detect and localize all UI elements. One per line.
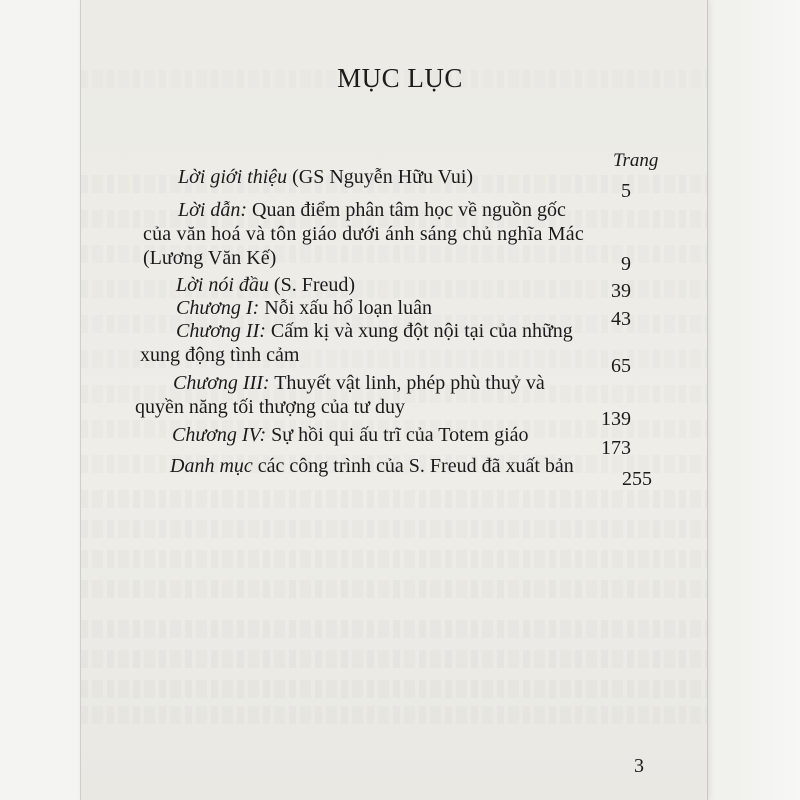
toc-entry-label: Lời dẫn: xyxy=(178,199,248,221)
toc-entry xyxy=(176,320,573,343)
toc-entry xyxy=(176,297,432,320)
toc-entry-label: Chương I: xyxy=(176,297,260,319)
toc-entry-label: Lời nói đầu xyxy=(176,274,269,296)
toc-page-number: 173 xyxy=(601,437,631,459)
show-through-text xyxy=(81,490,707,508)
toc-entry-continuation: quyền năng tối thượng của tư duy xyxy=(135,396,405,418)
page-column-header: Trang xyxy=(613,150,659,171)
toc-entry-text: Nỗi xấu hổ loạn luân xyxy=(259,297,432,319)
toc-entry-text: (GS Nguyễn Hữu Vui) xyxy=(287,166,474,188)
show-through-text xyxy=(81,650,707,668)
toc-entry-text: Quan điểm phân tâm học về nguồn gốc xyxy=(247,199,566,221)
toc-entry-text: Cấm kị và xung đột nội tại của những xyxy=(265,320,573,342)
toc-entry-continuation: của văn hoá và tôn giáo dưới ánh sáng chủ nghĩa Mác xyxy=(143,223,584,245)
toc-entry-text: (S. Freud) xyxy=(268,274,356,296)
toc-entry-label: Danh mục xyxy=(170,455,253,477)
toc-entry xyxy=(178,199,566,222)
toc-entry-label: Chương III: xyxy=(173,372,270,394)
toc-entry-continuation: xung động tình cảm xyxy=(140,344,300,366)
toc-entry xyxy=(173,372,545,395)
show-through-text xyxy=(81,706,707,724)
toc-page-number: 139 xyxy=(601,408,631,430)
toc-page-number: 65 xyxy=(611,355,631,377)
show-through-text xyxy=(81,520,707,538)
toc-page-number: 39 xyxy=(611,280,631,302)
page-number: 3 xyxy=(634,755,644,777)
show-through-text xyxy=(81,680,707,698)
toc-entry-label: Lời giới thiệu xyxy=(178,166,288,188)
toc-page-number: 5 xyxy=(621,180,631,202)
show-through-text xyxy=(81,550,707,568)
toc-entry-text: các công trình của S. Freud đã xuất bản xyxy=(252,455,574,477)
toc-entry xyxy=(172,424,529,447)
toc-entry xyxy=(178,166,473,189)
toc-entry-text: Thuyết vật linh, phép phù thuỷ và xyxy=(269,372,545,394)
toc-page-number: 9 xyxy=(621,253,631,275)
toc-entry xyxy=(176,274,355,297)
toc-entry-label: Chương IV: xyxy=(172,424,267,446)
toc-page-number: 43 xyxy=(611,308,631,330)
toc-entry-text: Sự hồi qui ấu trĩ của Totem giáo xyxy=(266,424,529,446)
toc-entry-continuation: (Lương Văn Kế) xyxy=(143,247,277,269)
toc-entry-label: Chương II: xyxy=(176,320,266,342)
show-through-text xyxy=(81,620,707,638)
show-through-text xyxy=(81,580,707,598)
toc-entry xyxy=(170,455,574,478)
page-title: MỤC LỤC xyxy=(337,63,463,93)
toc-page-number: 255 xyxy=(622,468,652,490)
